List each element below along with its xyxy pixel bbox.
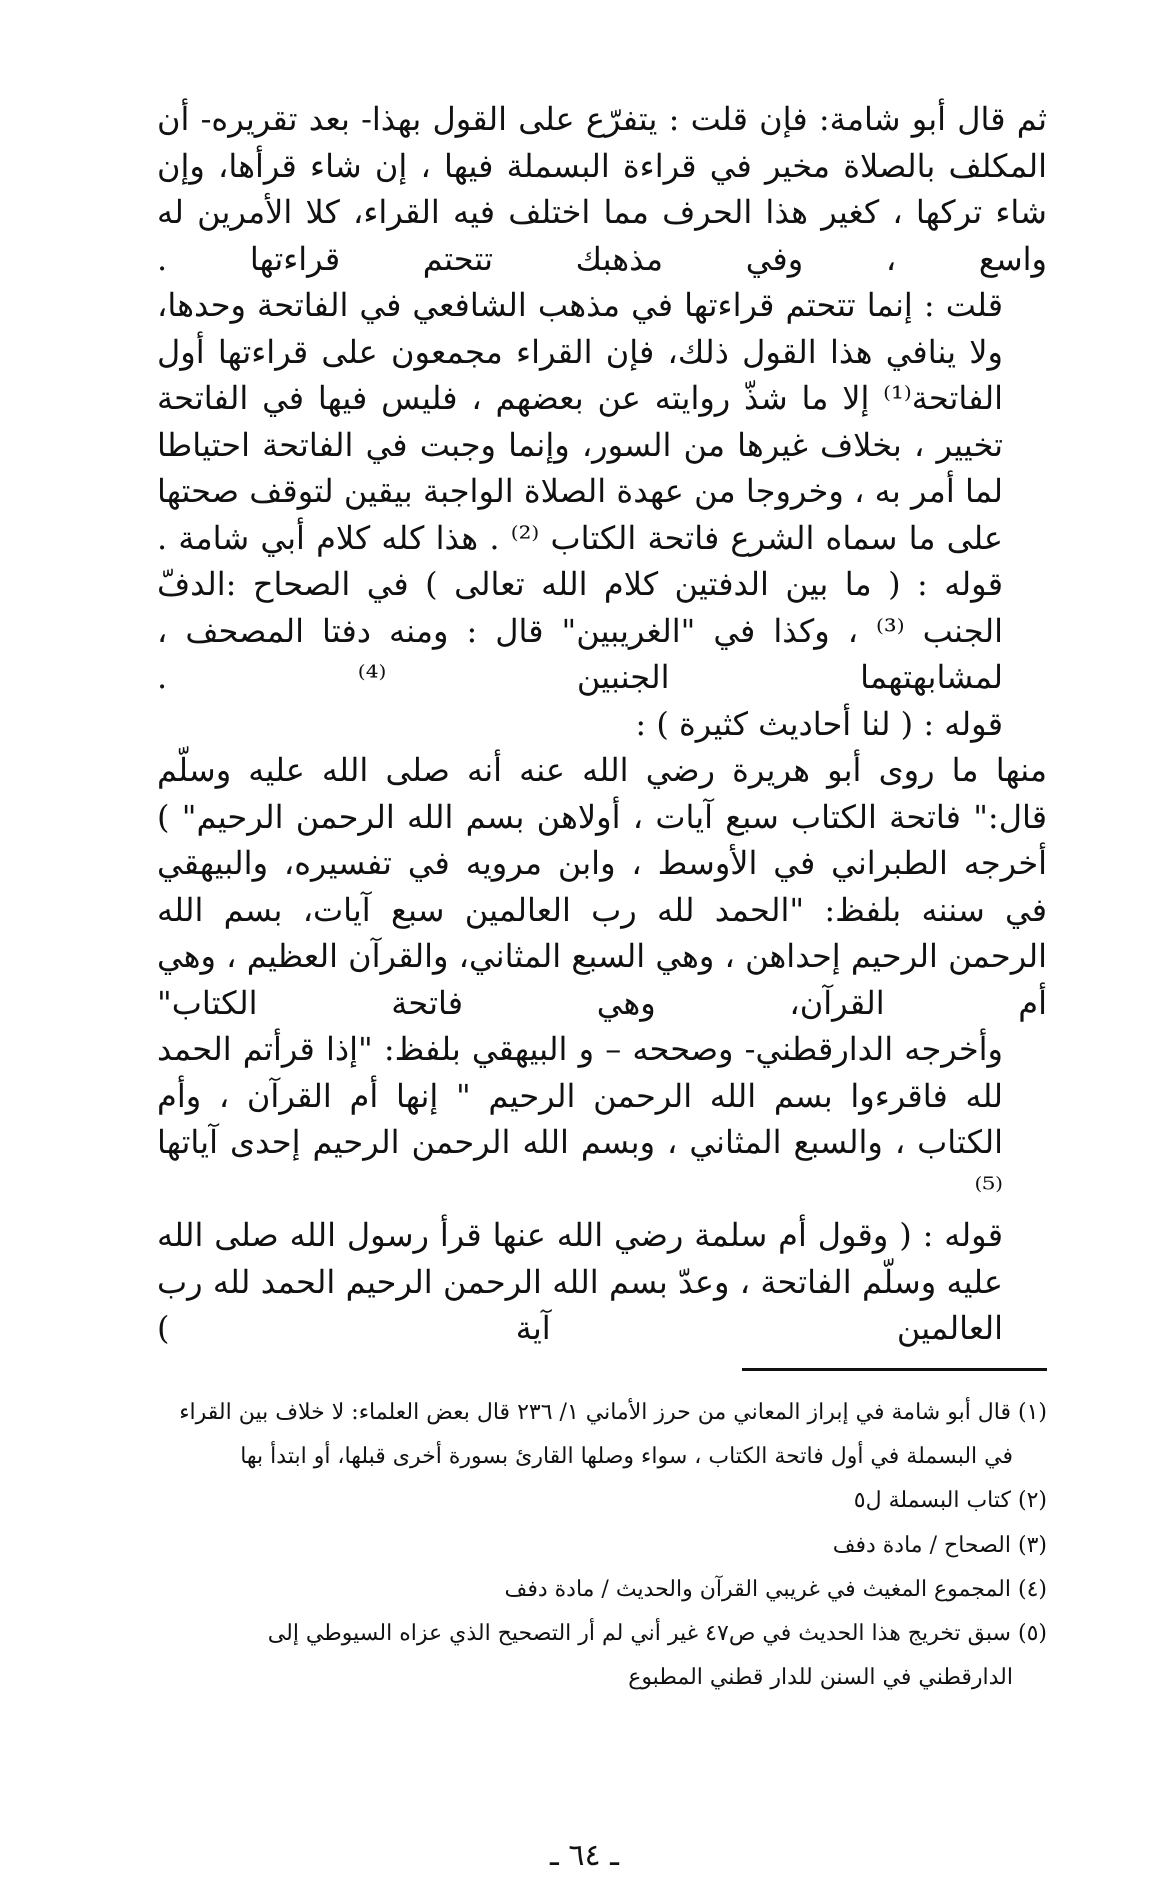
footnote-2: (٢) كتاب البسملة ل٥ [853,1488,1047,1514]
footnote-5: (٥) سبق تخريج هذا الحديث في ص٤٧ غير أني لم أر التصحيح الذي عزاه السيوطي إلى [267,1621,1047,1647]
paragraph-qultu: قلت : إنما تتحتم قراءتها في مذهب الشافعي في الفاتحة وحدها، ولا ينافي هذا القول ذلك، فإن القراء مجمعون على قراءتها أول الفاتحة⁽¹⁾ إلا ما شذّ روايته عن بعضهم ، فليس فيها في الفاتحة تخيير ، بخلاف غيرها من السور، وإنما وجبت في الفاتحة احتياطا لما أمر به ، وخروجا من عهدة الصلاة الواجبة بيقين لتوقف صحتها على ما سماه الشرع فاتحة الكتاب ⁽²⁾ . هذا كله كلام أبي شامة . [157,286,1004,557]
footnote-1-continuation: في البسملة في أول فاتحة الكتاب ، سواء وصلها القارئ بسورة أخرى قبلها، أو ابتدأ بها [240,1444,1013,1470]
footnote-separator [742,1368,1047,1371]
footnotes [157,1391,1047,1700]
paragraph-tabarani: أخرجه الطبراني في الأوسط ، وابن مرويه في تفسيره، والبيهقي في سننه بلفظ: "الحمد لله رب العالمين سبع آيات، بسم الله الرحمن الرحيم إحداهن ، وهي السبع المثاني، والقرآن العظيم ، وهي أم القرآن، وهي فاتحة الكتاب" [157,844,1048,1022]
paragraph-abu-hurayra: منها ما روى أبو هريرة رضي الله عنه أنه صلى الله عليه وسلّم قال:" فاتحة الكتاب سبع آيات ، أولاهن بسم الله الرحمن الرحيم" ) [157,751,1047,836]
main-text [157,96,1047,1352]
footnote-5-continuation: الدارقطني في السنن للدار قطني المطبوع [628,1665,1013,1691]
paragraph-abu-shama: ثم قال أبو شامة: فإن قلت : يتفرّع على القول بهذا- بعد تقريره- أن المكلف بالصلاة مخير في قراءة البسملة فيها ، إن شاء قرأها، وإن شاء تركها ، كغير هذا الحرف مما اختلف فيه القراء، كلا الأمرين له واسع ، وفي مذهبك تتحتم قراءتها . [157,100,1047,278]
footnote-4: (٤) المجموع المغيث في غريبي القرآن والحديث / مادة دفف [504,1576,1047,1602]
footnote-3: (٣) الصحاح / مادة دفف [832,1532,1047,1558]
paragraph-umm-salama: قوله : ( وقول أم سلمة رضي الله عنها قرأ رسول الله صلى الله عليه وسلّم الفاتحة ، وعدّ بسم الله الرحمن الرحيم الحمد لله رب العالمين آية ) [157,1216,1003,1347]
page-number: ـ ٦٤ ـ [550,1838,619,1873]
paragraph-daraqutni: وأخرجه الدارقطني- وصححه – و البيهقي بلفظ: "إذا قرأتم الحمد لله فاقرءوا بسم الله الرحمن الرحيم " إنها أم القرآن ، وأم الكتاب ، والسبع المثاني ، وبسم الله الرحمن الرحيم إحدى آياتها ⁽⁵⁾ [157,1030,1003,1208]
footnote-1: (١) قال أبو شامة في إبراز المعاني من حرز الأماني ١/ ٢٣٦ قال بعض العلماء: لا خلاف بين القراء [179,1400,1047,1425]
paragraph-daffatayn: قوله : ( ما بين الدفتين كلام الله تعالى ) في الصحاح :الدفّ الجنب ⁽³⁾ ، وكذا في "الغريبين" قال : ومنه دفتا المصحف ، لمشابهتهما الجنبين ⁽⁴⁾ . [157,565,1004,696]
paragraph-lana-ahadith: قوله : ( لنا أحاديث كثيرة ) : [635,704,1003,743]
